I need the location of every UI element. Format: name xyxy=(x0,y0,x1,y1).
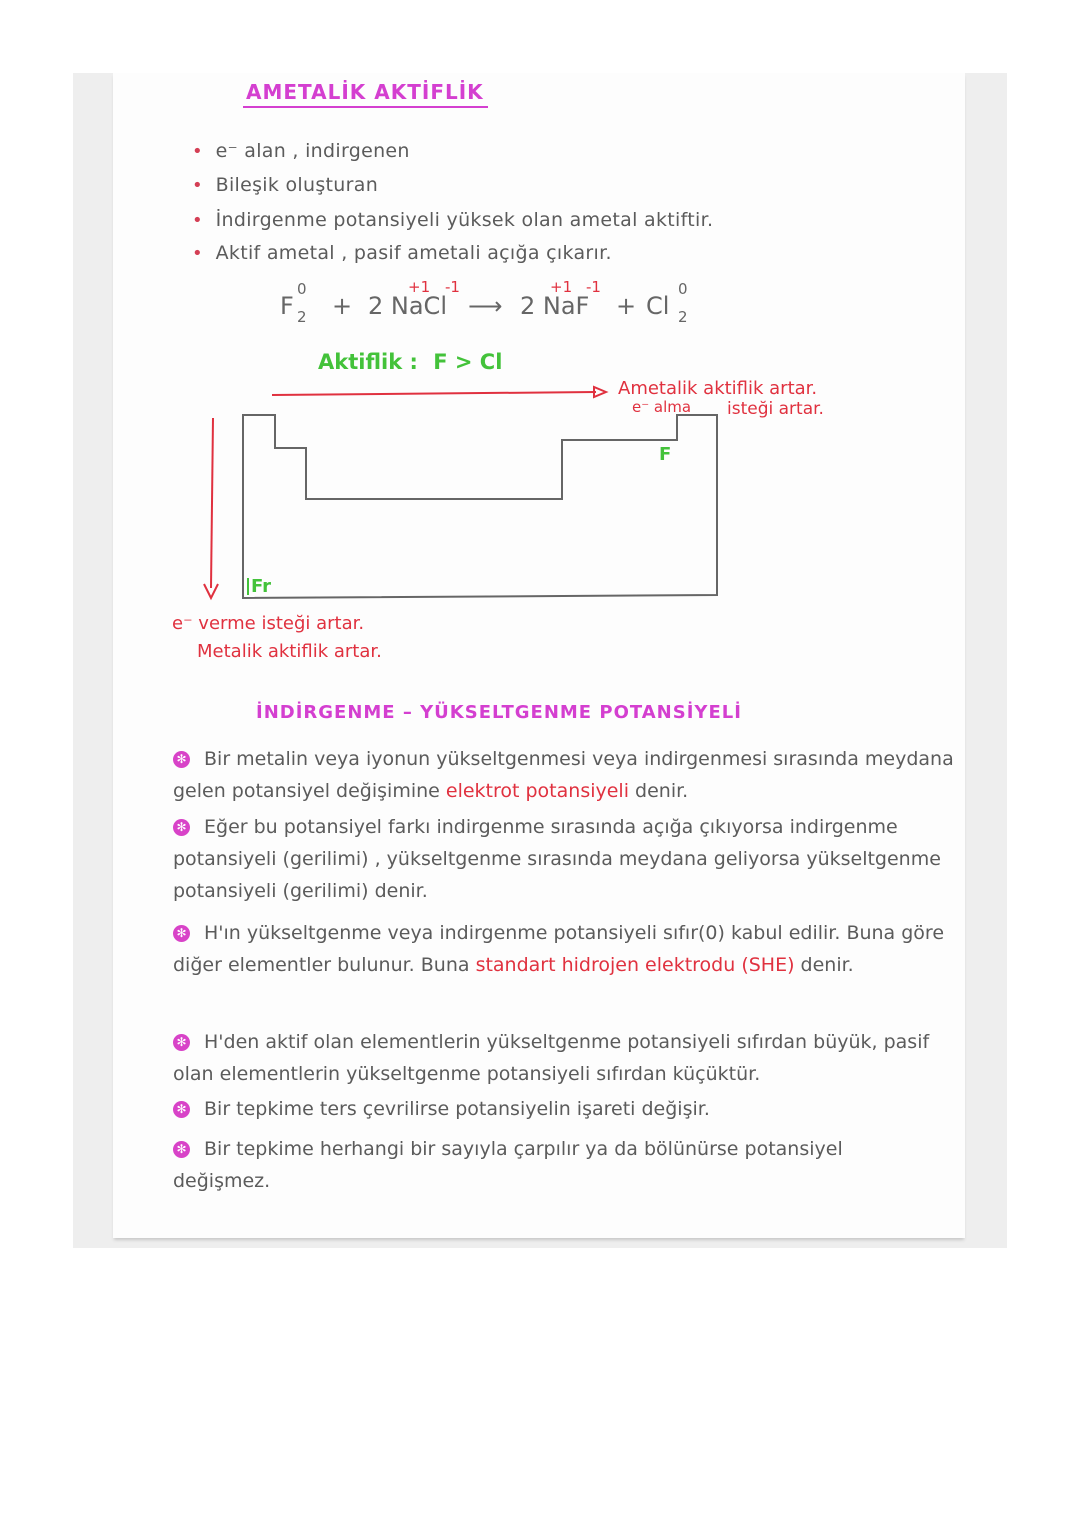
bullet-item: • Bileşik oluşturan xyxy=(192,174,379,196)
star-bullet-icon: ✻ xyxy=(173,751,190,768)
star-bullet-icon: ✻ xyxy=(173,819,190,836)
bullet-dot: • xyxy=(192,175,203,196)
list-item: ✻ Bir tepkime ters çevrilirse potansiyelin işareti değişir. xyxy=(173,1093,963,1125)
list-item: ✻ H'den aktif olan elementlerin yükseltgenme potansiyeli sıfırdan büyük, pasif olan elementlerin yükseltgenme potansiyeli sıfırdan küçüktür. xyxy=(173,1031,930,1085)
ametal-activity-label: Ametalik aktiflik artar. xyxy=(618,378,818,399)
metal-activity-label: Metalik aktiflik artar. xyxy=(197,641,382,662)
activity-comparison: Aktiflik : F > Cl xyxy=(318,350,503,374)
star-bullet-icon: ✻ xyxy=(173,1141,190,1158)
bullet-item: • e⁻ alan , indirgenen xyxy=(192,140,410,162)
element-f-label: F xyxy=(659,444,672,465)
arrow-down-line xyxy=(211,418,213,588)
star-bullet-icon: ✻ xyxy=(173,1101,190,1118)
bullet-item: • Aktif ametal , pasif ametali açığa çıkarır. xyxy=(192,242,612,264)
list-item: ✻ Bir tepkime herhangi bir sayıyla çarpılır ya da bölünürse potansiyel değişmez. xyxy=(173,1138,843,1192)
list-item: ✻ Eğer bu potansiyel farkı indirgenme sırasında açığa çıkıyorsa indirgenme potansiyeli (gerilimi) , yükseltgenme sırasında meydana geliyorsa yükseltgenme potansiyeli (gerilimi) denir. xyxy=(173,816,941,902)
electron-gain-label: e⁻ alma xyxy=(632,398,692,416)
bullet-dot: • xyxy=(192,243,203,264)
bullet-dot: • xyxy=(192,141,203,162)
list-item: ✻ H'ın yükseltgenme veya indirgenme potansiyeli sıfır(0) kabul edilir. Buna göre diğer elementler bulunur. Buna standart hidrojen elektrodu (SHE) denir. xyxy=(173,922,945,976)
arrow-right-line xyxy=(272,392,596,395)
list-item: ✻ Bir metalin veya iyonun yükseltgenmesi veya indirgenmesi sırasında meydana gelen potansiyel değişimine elektrot potansiyeli denir. xyxy=(173,748,954,802)
star-bullet-icon: ✻ xyxy=(173,925,190,942)
electron-gain-increase-label: isteği artar. xyxy=(727,399,824,419)
section-title-ametalik-aktiflik: AMETALİK AKTİFLİK xyxy=(246,80,484,104)
bullet-item: • İndirgenme potansiyeli yüksek olan ametal aktiftir. xyxy=(192,209,714,231)
section-title-potential: İNDİRGENME – YÜKSELTGENME POTANSİYELİ xyxy=(256,702,742,723)
bullet-dot: • xyxy=(192,210,203,231)
periodic-table-diagram xyxy=(0,0,1080,700)
periodic-table-outline xyxy=(243,415,717,598)
star-bullet-icon: ✻ xyxy=(173,1034,190,1051)
element-fr-label: Fr xyxy=(251,576,272,597)
electron-loss-label: e⁻ verme isteği artar. xyxy=(172,613,365,634)
chemical-equation: F 0 2 + 2 NaCl +1 -1 ⟶ 2 NaF +1 -1 + Cl 0 2 xyxy=(280,278,688,326)
